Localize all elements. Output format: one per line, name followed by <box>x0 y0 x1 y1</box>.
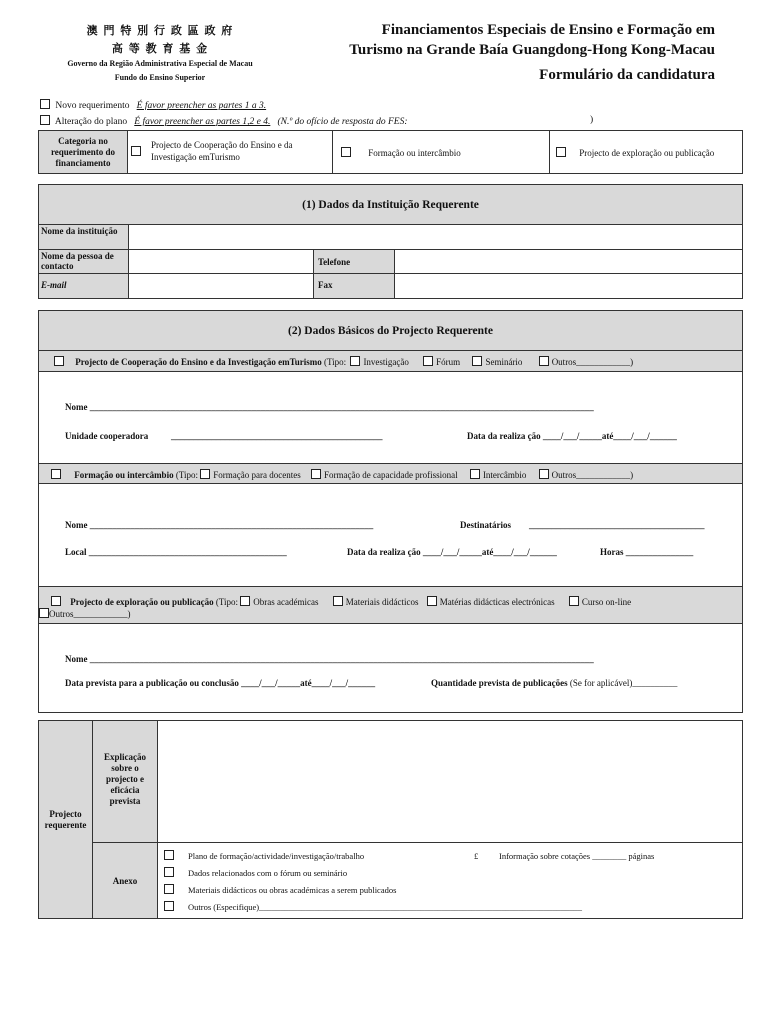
explain-label: Explicação sobre o projecto e eficácia prevista <box>93 721 158 843</box>
form-subtitle: Formulário da candidatura <box>539 67 715 83</box>
train-type-exchange-label: Intercâmbio <box>482 470 527 480</box>
train-date-field[interactable]: Data da realiza ção ____/___/_____até____/___/______ <box>347 547 557 557</box>
coop-unit-label: Unidade cooperadora <box>65 431 149 441</box>
fax-field[interactable] <box>395 274 742 298</box>
phone-label: Telefone <box>314 250 395 274</box>
header-chinese-2: 高 等 教 育 基 金 <box>111 42 209 55</box>
change-ref-label: (N.º do ofício de resposta do FES: <box>277 117 408 127</box>
annex-list <box>164 848 739 916</box>
pub-type-electronic-checkbox[interactable] <box>427 596 437 606</box>
email-field[interactable] <box>129 274 314 298</box>
annex-forum-label: Dados relacionados com o fórum ou seminário <box>188 868 348 878</box>
project-label: Projecto requerente <box>39 721 93 918</box>
train-type-professional-label: Formação de capacidade profissional <box>323 470 458 480</box>
change-plan-checkbox[interactable] <box>40 115 50 125</box>
coop-type-other-checkbox[interactable] <box>539 356 549 366</box>
pub-type-other-checkbox[interactable] <box>39 608 49 618</box>
section1-title: (1) Dados da Instituição Requerente <box>39 185 742 225</box>
annex-materials-checkbox[interactable] <box>164 884 174 894</box>
category-label: Categoria no requerimento do financiamento <box>39 131 128 173</box>
header-gov: Governo da Região Administrativa Especial de Macau <box>67 59 253 68</box>
category-opt1-label: Projecto de Cooperação do Ensino e da Investigação emTurismo <box>151 140 293 162</box>
new-request-note: É favor preencher as partes 1 a 3. <box>136 101 267 111</box>
annex-item-4 <box>164 899 739 916</box>
annex-forum-checkbox[interactable] <box>164 867 174 877</box>
coop-type-other-label: Outros____________) <box>551 357 634 367</box>
train-dest-field[interactable]: _______________________________________ <box>529 520 705 530</box>
coop-name-field[interactable]: Nome ________________________________________________________________________________________________________________ <box>65 402 594 412</box>
pub-name-field[interactable]: Nome ________________________________________________________________________________________________________________ <box>65 654 594 664</box>
annex-label: Anexo <box>93 843 158 918</box>
pub-type-online-label: Curso on-line <box>581 597 632 607</box>
contact-field[interactable] <box>129 250 314 274</box>
pub-qty-label: Quantidade prevista de publicações <box>431 678 568 688</box>
category-table <box>38 130 743 174</box>
section1-table <box>38 184 743 299</box>
category-opt3-checkbox[interactable] <box>556 147 566 157</box>
new-request-label: Novo requerimento <box>55 101 130 111</box>
new-request-checkbox[interactable] <box>40 99 50 109</box>
train-hours-field[interactable]: Horas _______________ <box>600 547 694 557</box>
request-new-row <box>40 99 266 111</box>
coop-label: Projecto de Cooperação do Ensino e da Investigação emTurismo <box>75 357 322 367</box>
coop-unit-field[interactable]: _______________________________________________ <box>171 431 383 441</box>
request-change-row <box>40 115 700 127</box>
header-left <box>40 22 280 82</box>
pub-qty <box>431 678 677 688</box>
change-plan-label: Alteração do plano <box>54 117 128 127</box>
phone-field[interactable] <box>395 250 742 274</box>
annex-materials-label: Materiais didácticos ou obras académicas a serem publicados <box>188 885 397 895</box>
header-fund: Fundo do Ensino Superior <box>114 73 206 82</box>
train-type-professional-checkbox[interactable] <box>311 469 321 479</box>
section2-title: (2) Dados Básicos do Projecto Requerente <box>39 311 742 351</box>
explain-field[interactable] <box>158 721 742 843</box>
train-label: Formação ou intercâmbio <box>74 470 174 480</box>
annex-plan-checkbox[interactable] <box>164 850 174 860</box>
institution-label: Nome da instituição <box>39 225 129 250</box>
train-type-teachers-label: Formação para docentes <box>213 470 301 480</box>
train-type-label: (Tipo: <box>175 470 199 480</box>
annex-item-3 <box>164 882 739 899</box>
pub-header <box>39 586 742 624</box>
train-local-field[interactable]: Local ____________________________________________ <box>65 547 287 557</box>
pub-type-online-checkbox[interactable] <box>569 596 579 606</box>
pub-type-electronic-label: Matérias didácticas electrónicas <box>439 597 555 607</box>
coop-type-forum-checkbox[interactable] <box>423 356 433 366</box>
pub-checkbox[interactable] <box>51 596 61 606</box>
coop-type-seminar-checkbox[interactable] <box>472 356 482 366</box>
train-type-other-checkbox[interactable] <box>539 469 549 479</box>
category-opt2 <box>332 131 550 173</box>
annex-other-field[interactable]: Outros (Especifique)____________________________________________________________________________ <box>188 902 583 912</box>
category-opt1-checkbox[interactable] <box>131 146 141 156</box>
section2-table <box>38 310 743 713</box>
annex-item-2 <box>164 865 739 882</box>
category-opt3 <box>550 131 742 173</box>
pub-qty-field[interactable]: (Se for aplicável)__________ <box>569 678 678 688</box>
annex-pound-checkbox[interactable]: £ <box>474 851 479 861</box>
pub-type-other-label: Outros____________) <box>49 609 131 619</box>
coop-header <box>39 351 742 372</box>
coop-type-label: (Tipo: <box>324 357 347 367</box>
train-name-field[interactable]: Nome _______________________________________________________________ <box>65 520 374 530</box>
coop-type-research-checkbox[interactable] <box>350 356 360 366</box>
change-plan-note: É favor preencher as partes 1,2 e 4. <box>134 117 271 127</box>
coop-type-forum-label: Fórum <box>436 357 461 367</box>
category-opt2-label: Formação ou intercâmbio <box>368 148 461 158</box>
change-ref-close: ) <box>590 115 594 125</box>
coop-type-seminar-label: Seminário <box>485 357 523 367</box>
coop-checkbox[interactable] <box>54 356 64 366</box>
coop-date-field[interactable]: Data da realiza ção ____/___/_____até____/___/______ <box>467 431 677 441</box>
email-label: E-mail <box>39 274 129 298</box>
pub-label: Projecto de exploração ou publicação <box>70 597 214 607</box>
annex-item-1 <box>164 848 739 865</box>
fax-label: Fax <box>314 274 395 298</box>
category-opt3-label: Projecto de exploração ou publicação <box>579 148 715 158</box>
coop-type-research-label: Investigação <box>363 357 409 367</box>
train-header <box>39 463 742 484</box>
header-title <box>295 20 715 85</box>
train-type-exchange-checkbox[interactable] <box>470 469 480 479</box>
pub-type-materials-label: Materiais didácticos <box>345 597 419 607</box>
train-checkbox[interactable] <box>51 469 61 479</box>
pub-type-label: (Tipo: <box>215 597 239 607</box>
annex-quotes-label: Informação sobre cotações ________ páginas <box>499 851 655 861</box>
title-line-2: Turismo na Grande Baía Guangdong-Hong Kong-Macau <box>349 42 715 58</box>
train-type-teachers-checkbox[interactable] <box>200 469 210 479</box>
pub-type-academic-label: Obras académicas <box>253 597 319 607</box>
category-opt2-checkbox[interactable] <box>341 147 351 157</box>
annex-other-checkbox[interactable] <box>164 901 174 911</box>
pub-type-academic-checkbox[interactable] <box>240 596 250 606</box>
annex-plan-label: Plano de formação/actividade/investigação/trabalho <box>188 851 365 861</box>
pub-date-field[interactable]: Data prevista para a publicação ou conclusão ____/___/_____até____/___/______ <box>65 678 376 688</box>
train-type-other-label: Outros____________) <box>551 470 634 480</box>
pub-type-materials-checkbox[interactable] <box>333 596 343 606</box>
title-line-1: Financiamentos Especiais de Ensino e Formação em <box>381 22 715 38</box>
contact-label: Nome da pessoa de contacto <box>39 250 129 274</box>
section3-table <box>38 720 743 919</box>
header-chinese-1: 澳 門 特 別 行 政 區 政 府 <box>86 24 234 37</box>
institution-field[interactable] <box>129 225 742 250</box>
train-dest-label: Destinatários <box>460 520 511 530</box>
